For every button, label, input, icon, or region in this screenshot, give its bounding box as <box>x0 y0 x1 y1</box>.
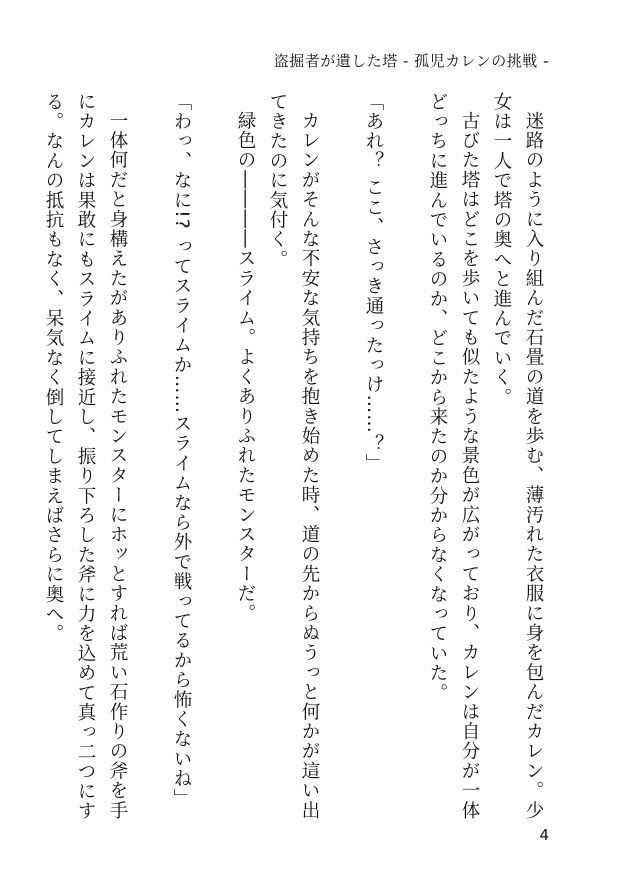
paragraph: 古びた塔はどこを歩いても似たような景色が広がっており、カレンは自分が一体どっちに進んでいるのか、どこから来たのか分からなくなっていた。 <box>427 92 480 820</box>
paragraph: 一体何だと身構えたがありふれたモンスターにホッとすれば荒い石作りの斧を手にカレンは果敢にもスライムに接近し、振り下ろした斧に力を込めて真っ二つにする。なんの抵抗もなく、呆気なく倒してしまえばさらに奥へ。 <box>43 92 128 821</box>
paragraph: 緑色の――――スライム。よくありふれたモンスターだ。 <box>235 110 256 623</box>
blank-line <box>133 92 165 832</box>
blank-line <box>389 92 421 832</box>
blank-line <box>197 92 229 832</box>
page-number: 4 <box>539 826 549 844</box>
blank-line <box>325 92 357 832</box>
body-text <box>37 92 549 832</box>
running-header: 盗掘者が遺した塔 - 孤児カレンの挑戦 - <box>273 52 549 70</box>
paragraph: 迷路のように入り組んだ石畳の道を歩む、薄汚れた衣服に身を包んだカレン。少女は一人で塔の奥へと進んでいく。 <box>491 92 544 820</box>
dialogue-line: 「わっ、なに!? ってスライムか……スライムなら外で戦ってるから怖くないね」 <box>171 92 192 809</box>
paragraph: カレンがそんな不安な気持ちを抱き始めた時、道の先からぬうっと何かが這い出てきたのに気付く。 <box>267 92 320 820</box>
dialogue-line: 「あれ？ ここ、さっき通ったっけ……？」 <box>363 92 384 474</box>
